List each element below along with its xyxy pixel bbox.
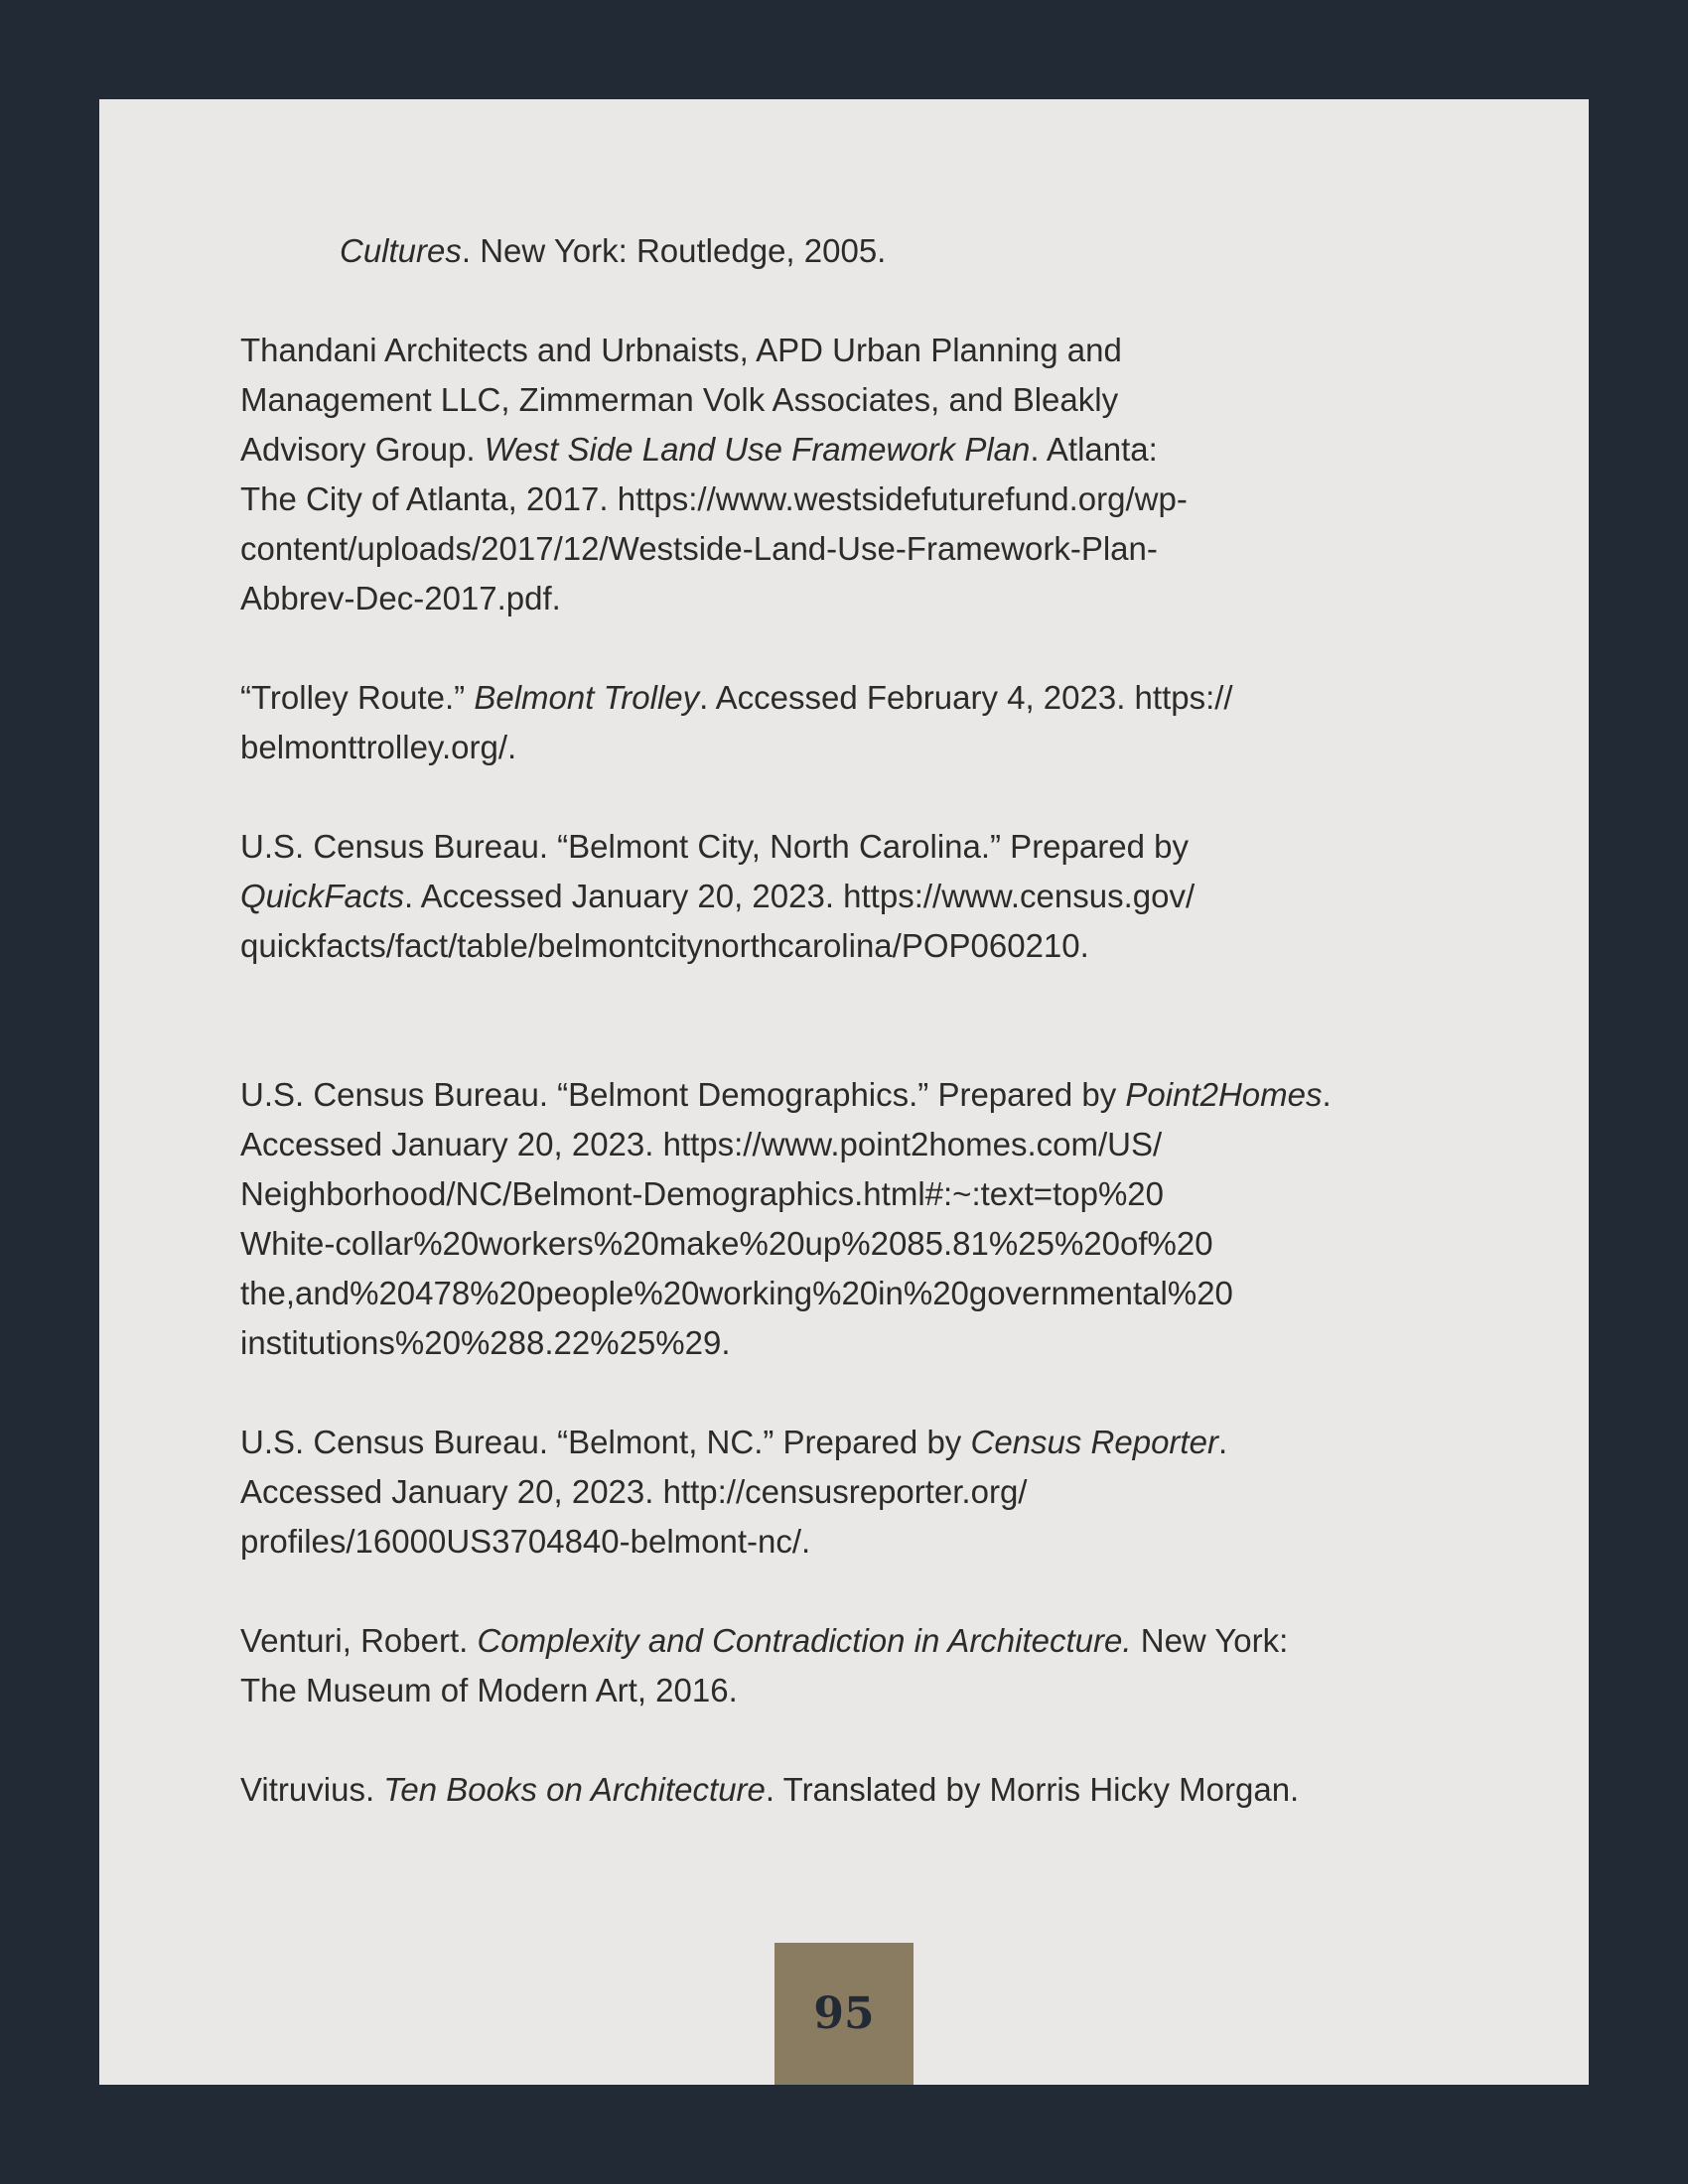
bibliography-entry <box>240 226 1462 276</box>
entry-text: Accessed January 20, 2023. https://www.point2homes.com/US/ <box>240 1126 1163 1162</box>
entry-text: The City of Atlanta, 2017. https://www.westsidefuturefund.org/wp- <box>240 480 1188 517</box>
entry-line <box>240 1418 1462 1467</box>
entry-text: Vitruvius. <box>240 1771 384 1808</box>
entry-text: belmonttrolley.org/. <box>240 729 517 765</box>
italic-title: Complexity and Contradiction in Architecture. <box>477 1622 1132 1659</box>
entry-line <box>240 475 1462 524</box>
entry-text: Neighborhood/NC/Belmont-Demographics.html#:~:text=top%20 <box>240 1175 1164 1212</box>
entry-text: . <box>1322 1076 1332 1113</box>
entry-text: . Accessed January 20, 2023. https://www.census.gov/ <box>404 878 1196 914</box>
entry-line <box>240 1467 1462 1517</box>
entry-text: content/uploads/2017/12/Westside-Land-Use-Framework-Plan- <box>240 530 1158 567</box>
entry-text: White-collar%20workers%20make%20up%2085.81%25%20of%20 <box>240 1225 1213 1262</box>
document-page <box>99 99 1589 2085</box>
entry-text: quickfacts/fact/table/belmontcitynorthcarolina/POP060210. <box>240 927 1089 964</box>
entry-text: Venturi, Robert. <box>240 1622 478 1659</box>
italic-title: Point2Homes <box>1125 1076 1323 1113</box>
entry-line <box>240 1517 1462 1567</box>
entry-text: Abbrev-Dec-2017.pdf. <box>240 580 561 616</box>
italic-title: QuickFacts <box>240 878 405 914</box>
bibliography-entry <box>240 822 1462 971</box>
page-number: 95 <box>813 1988 875 2039</box>
italic-title: Belmont Trolley <box>474 679 700 716</box>
entry-text: U.S. Census Bureau. “Belmont City, North Carolina.” Prepared by <box>240 828 1189 865</box>
entry-text: The Museum of Modern Art, 2016. <box>240 1672 738 1708</box>
bibliography-entry <box>240 1070 1462 1368</box>
entry-line <box>240 1269 1462 1318</box>
entry-line <box>240 1765 1462 1815</box>
entry-line <box>240 723 1462 772</box>
entry-text: . New York: Routledge, 2005. <box>461 232 887 269</box>
entry-text: Management LLC, Zimmerman Volk Associates, and Bleakly <box>240 381 1119 418</box>
entry-line <box>240 1120 1462 1169</box>
entry-line <box>240 1318 1462 1368</box>
entry-text: “Trolley Route.” <box>240 679 475 716</box>
entry-text: . <box>1217 1424 1228 1460</box>
entry-text: U.S. Census Bureau. “Belmont, NC.” Prepared by <box>240 1424 971 1460</box>
entry-line <box>240 872 1462 921</box>
entry-text: . Translated by Morris Hicky Morgan. <box>765 1771 1300 1808</box>
italic-title: Census Reporter <box>970 1424 1218 1460</box>
entry-line <box>240 425 1462 475</box>
italic-title: West Side Land Use Framework Plan <box>484 431 1031 468</box>
entry-text: Accessed January 20, 2023. http://censusreporter.org/ <box>240 1473 1028 1510</box>
entry-text: . Accessed February 4, 2023. https:// <box>699 679 1233 716</box>
entry-line <box>240 375 1462 425</box>
entry-line <box>240 822 1462 872</box>
bibliography-list <box>240 226 1462 1864</box>
entry-line <box>240 1070 1462 1120</box>
page-number-box <box>774 1943 914 2085</box>
entry-text: the,and%20478%20people%20working%20in%20governmental%20 <box>240 1275 1233 1311</box>
entry-line <box>240 1169 1462 1219</box>
entry-line <box>240 574 1462 623</box>
entry-text: New York: <box>1131 1622 1289 1659</box>
entry-line <box>240 524 1462 574</box>
bibliography-entry <box>240 673 1462 772</box>
italic-title: Ten Books on Architecture <box>383 1771 766 1808</box>
bibliography-entry <box>240 1765 1462 1815</box>
entry-line <box>240 1616 1462 1666</box>
bibliography-entry <box>240 326 1462 623</box>
entry-text: U.S. Census Bureau. “Belmont Demographics.” Prepared by <box>240 1076 1126 1113</box>
entry-line <box>240 921 1462 971</box>
entry-line <box>240 1219 1462 1269</box>
entry-line <box>340 226 1462 276</box>
entry-text: Thandani Architects and Urbnaists, APD Urban Planning and <box>240 332 1122 368</box>
entry-text: institutions%20%288.22%25%29. <box>240 1324 731 1361</box>
entry-line <box>240 673 1462 723</box>
entry-text: profiles/16000US3704840-belmont-nc/. <box>240 1523 811 1560</box>
entry-line <box>240 326 1462 375</box>
bibliography-entry <box>240 1616 1462 1715</box>
entry-text: Advisory Group. <box>240 431 485 468</box>
entry-line <box>240 1666 1462 1715</box>
entry-text: . Atlanta: <box>1030 431 1158 468</box>
italic-title: Cultures <box>340 232 462 269</box>
bibliography-entry <box>240 1418 1462 1567</box>
